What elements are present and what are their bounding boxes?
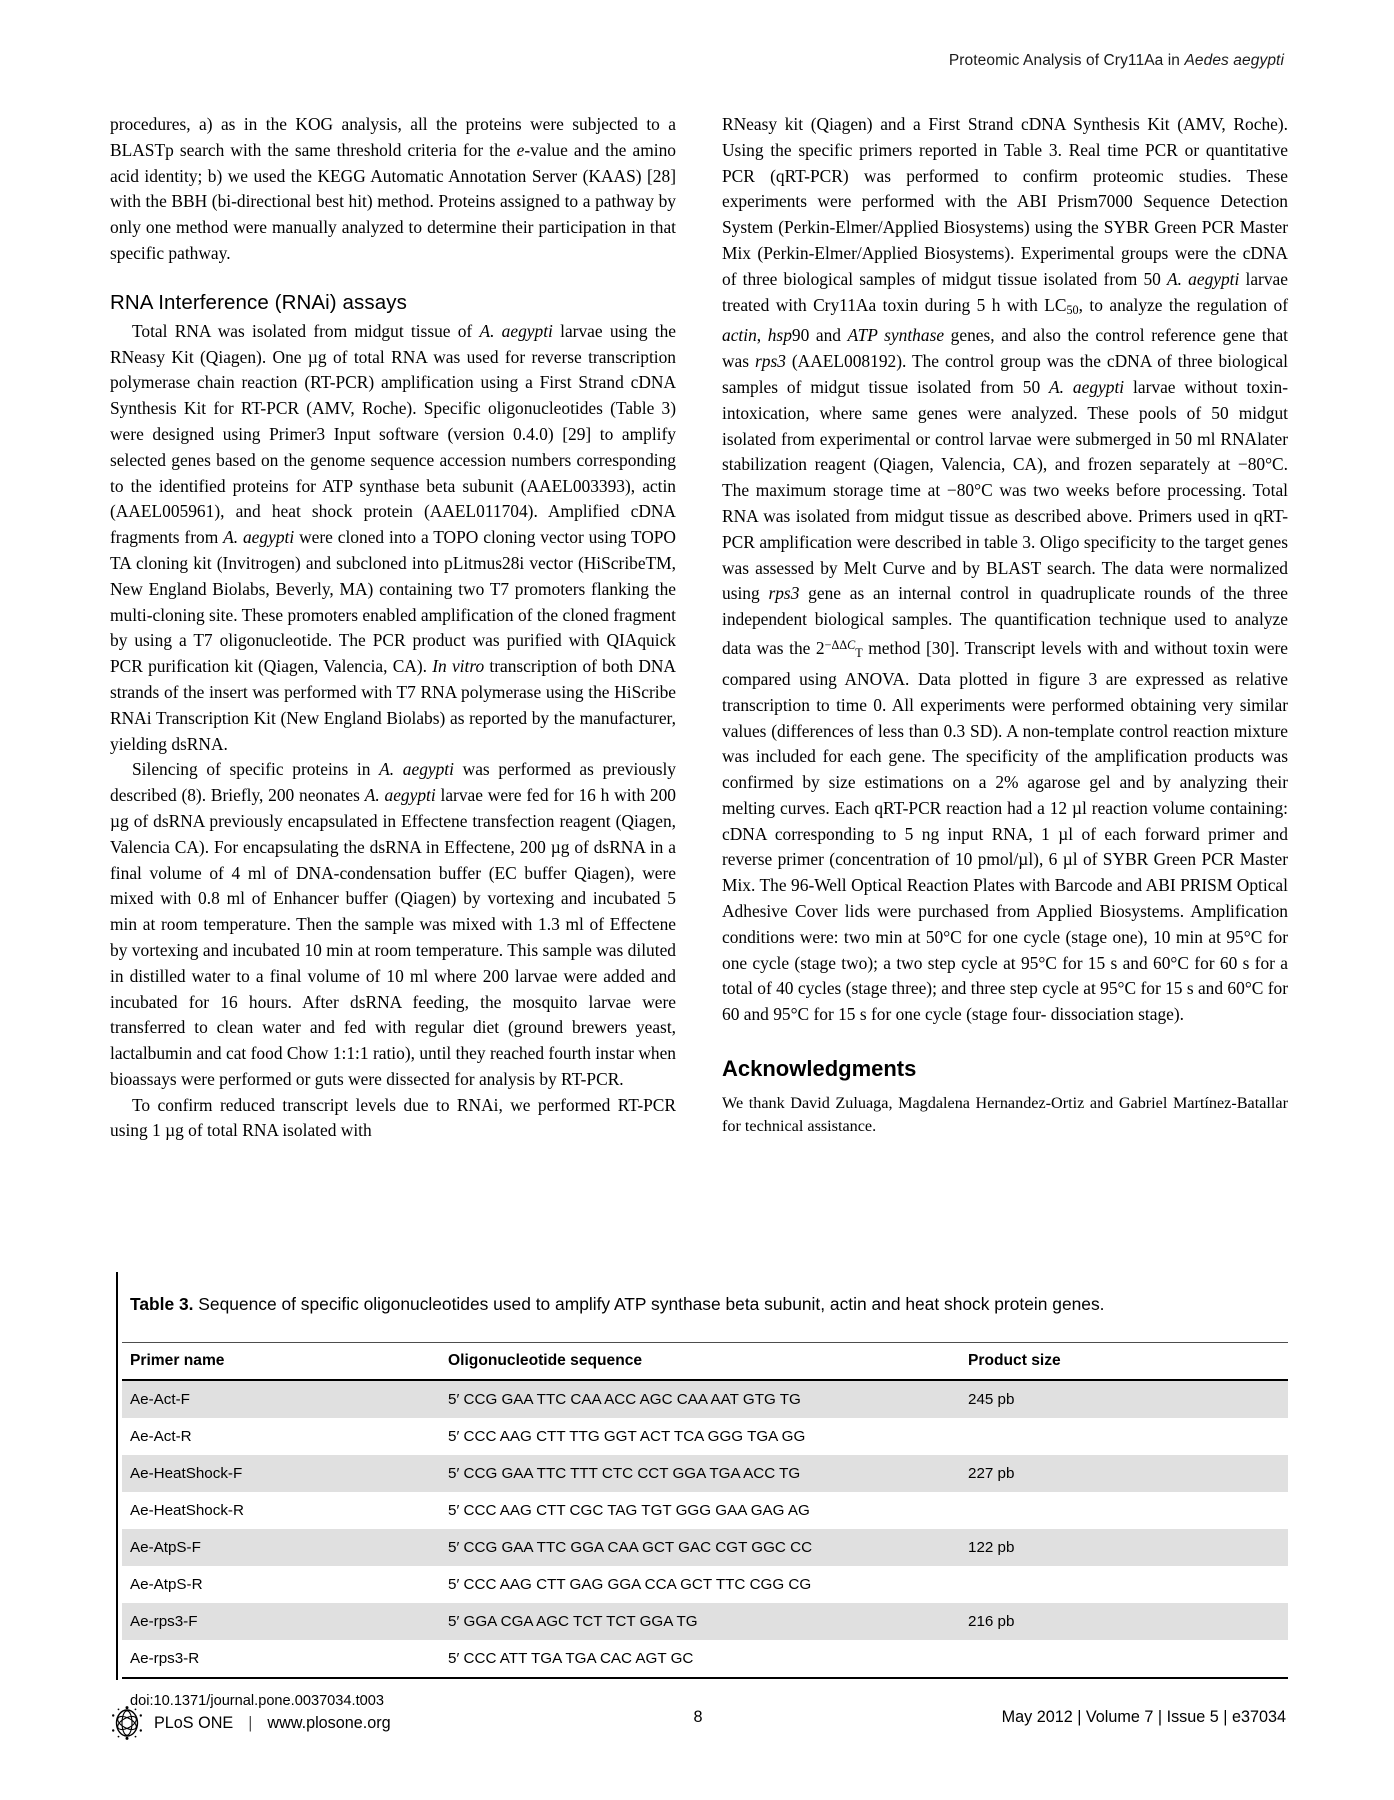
- table-caption-text: Sequence of specific oligonucleotides used to amplify ATP synthase beta subunit, actin and heat shock protein genes.: [193, 1294, 1105, 1314]
- primer-table: [122, 1342, 1288, 1679]
- product-size-cell: 122 pb: [960, 1529, 1288, 1566]
- product-size-cell: [960, 1492, 1288, 1529]
- sequence-cell: 5′ GGA CGA AGC TCT TCT GGA TG: [440, 1603, 960, 1640]
- section-heading-rnai: RNA Interference (RNAi) assays: [110, 290, 407, 314]
- sequence-cell: 5′ CCC AAG CTT GAG GGA CCA GCT TTC CGG CG: [448, 1576, 812, 1593]
- left-column: [110, 112, 676, 1172]
- primer-name-cell: Ae-rps3-R: [122, 1640, 440, 1678]
- acknowledgments-text: We thank David Zuluaga, Magdalena Hernandez-Ortiz and Gabriel Martínez-Batallar for technical assistance.: [722, 1094, 1288, 1136]
- footer-page-number: 8: [693, 1708, 703, 1726]
- running-header-species: Aedes aegypti: [1184, 52, 1284, 69]
- table-row: [122, 1380, 1288, 1418]
- table-row: [122, 1418, 1288, 1455]
- footer-journal-name: PLoS ONE: [154, 1713, 234, 1732]
- table-3-block: [122, 1272, 1288, 1709]
- table-body: [122, 1380, 1288, 1678]
- table-caption: [122, 1272, 1288, 1316]
- running-header: [949, 52, 1284, 70]
- primer-name-cell: Ae-AtpS-F: [122, 1529, 440, 1566]
- footer-separator: |: [248, 1713, 253, 1732]
- table-left-rule: [116, 1272, 118, 1680]
- primer-name-cell: Ae-rps3-F: [122, 1603, 440, 1640]
- column-header-oligonucleotide-sequence: Oligonucleotide sequence: [440, 1343, 960, 1381]
- product-size-cell: [960, 1640, 1288, 1678]
- product-size-cell: 216 pb: [960, 1603, 1288, 1640]
- paragraph: Total RNA was isolated from midgut tissue of A. aegypti larvae using the RNeasy Kit (Qiagen). One µg of total RNA was used for reverse transcription polymerase chain reaction (RT-PCR) amplification using a First Strand cDNA Synthesis Kit for RT-PCR (AMV, Roche). Specific oligonucleotides (Table 3) were designed using Primer3 Input software (version 0.4.0) [29] to amplify selected genes based on the genome sequence accession numbers corresponding to the identified proteins for ATP synthase beta subunit (AAEL003393), actin (AAEL005961), and heat shock protein (AAEL011704). Amplified cDNA fragments from A. aegypti were cloned into a TOPO cloning vector using TOPO TA cloning kit (Invitrogen) and subcloned into pLitmus28i vector (HiScribeTM, New England Biolabs, Beverly, MA) containing two T7 promoters flanking the multi-cloning site. These promoters enabled amplification of the cloned fragment by using a T7 oligonucleotide. The PCR product was purified with QIAquick PCR purification kit (Qiagen, Valencia, CA). In vitro transcription of both DNA strands of the insert was performed with T7 RNA polymerase using the HiScribe RNAi Transcription Kit (New England Biolabs) as reported by the manufacturer, yielding dsRNA.: [110, 320, 676, 754]
- table-row: [122, 1529, 1288, 1566]
- primer-name-cell: Ae-HeatShock-R: [130, 1502, 244, 1519]
- primer-name-cell: Ae-AtpS-R: [130, 1576, 203, 1593]
- column-header-product-size: Product size: [960, 1343, 1288, 1381]
- primer-name-cell: Ae-Act-F: [122, 1380, 440, 1418]
- table-row: [122, 1455, 1288, 1492]
- sequence-cell: 5′ CCC AAG CTT CGC TAG TGT GGG GAA GAG AG: [448, 1502, 810, 1519]
- sequence-cell: 5′ CCG GAA TTC CAA ACC AGC CAA AAT GTG TG: [440, 1380, 960, 1418]
- section-heading-acknowledgments: Acknowledgments: [722, 1056, 917, 1082]
- sequence-cell: 5′ CCC AAG CTT TTG GGT ACT TCA GGG TGA GG: [448, 1428, 806, 1445]
- paragraph: procedures, a) as in the KOG analysis, all the proteins were subjected to a BLASTp search with the same threshold criteria for the e-value and the amino acid identity; b) we used the KEGG Automatic Annotation Server (KAAS) [28] with the BBH (bi-directional best hit) method. Proteins assigned to a pathway by only one method were manually analyzed to determine their participation in that specific pathway.: [110, 114, 676, 263]
- table-doi: doi:10.1371/journal.pone.0037034.t003: [130, 1693, 384, 1709]
- table-row: [122, 1640, 1288, 1678]
- paragraph: To confirm reduced transcript levels due to RNAi, we performed RT-PCR using 1 µg of total RNA isolated with: [110, 1094, 676, 1141]
- footer-issue-info: May 2012 | Volume 7 | Issue 5 | e37034: [1001, 1708, 1286, 1726]
- right-column: [722, 112, 1288, 1172]
- table-row: [122, 1566, 1288, 1603]
- running-header-title: Proteomic Analysis of Cry11Aa in: [948, 52, 1185, 69]
- sequence-cell: 5′ CCG GAA TTC GGA CAA GCT GAC CGT GGC CC: [440, 1529, 960, 1566]
- product-size-cell: 245 pb: [960, 1380, 1288, 1418]
- sequence-cell: 5′ CCC ATT TGA TGA CAC AGT GC: [440, 1640, 960, 1678]
- product-size-cell: [960, 1418, 1288, 1455]
- paragraph: Silencing of specific proteins in A. aegypti was performed as previously described (8). Briefly, 200 neonates A. aegypti larvae were fed for 16 h with 200 µg of dsRNA previously encapsulated in Effectene transfection reagent (Qiagen, Valencia CA). For encapsulating the dsRNA in Effectene, 200 µg of dsRNA in a final volume of 4 ml of DNA-condensation buffer (EC buffer Qiagen), were mixed with 0.8 ml of Enhancer buffer (Qiagen) by vortexing and incubated 5 min at room temperature. Then the sample was mixed with 1.3 ml of Effectene by vortexing and incubated 10 min at room temperature. This sample was diluted in distilled water to a final volume of 10 ml where 200 larvae were added and incubated for 16 hours. After dsRNA feeding, the mosquito larvae were transferred to clean water and fed with regular diet (ground brewers yeast, lactalbumin and cat food Chow 1:1:1 ratio), until they reached fourth instar when bioassays were performed or guts were dissected for analysis by RT-PCR.: [110, 759, 677, 1089]
- article-body: [110, 112, 1288, 1172]
- primer-name-cell: Ae-HeatShock-F: [122, 1455, 440, 1492]
- product-size-cell: [960, 1566, 1288, 1603]
- table-row: [122, 1492, 1288, 1529]
- sequence-cell: 5′ CCG GAA TTC TTT CTC CCT GGA TGA ACC TG: [440, 1455, 960, 1492]
- primer-name-cell: Ae-Act-R: [130, 1428, 192, 1445]
- column-header-primer-name: Primer name: [122, 1343, 440, 1381]
- table-caption-label: Table 3.: [130, 1294, 194, 1314]
- footer-website[interactable]: www.plosone.org: [267, 1713, 391, 1732]
- page-footer: [110, 1706, 1286, 1746]
- table-row: [122, 1603, 1288, 1640]
- paragraph: RNeasy kit (Qiagen) and a First Strand cDNA Synthesis Kit (AMV, Roche). Using the specific primers reported in Table 3. Real time PCR or quantitative PCR (qRT-PCR) was performed to confirm proteomic studies. These experiments were performed with the ABI Prism7000 Sequence Detection System (Perkin-Elmer/Applied Biosystems) using the SYBR Green PCR Master Mix (Perkin-Elmer/Applied Biosystems). Experimental groups were the cDNA of three biological samples of midgut tissue isolated from 50 A. aegypti larvae treated with Cry11Aa toxin during 5 h with $LC_{50}$, to analyze the regulation of actin, hsp90 and ATP synthase genes, and also the control reference gene that was rps3 (AAEL008192). The control group was the cDNA of three biological samples of midgut tissue isolated from 50 A. aegypti larvae without toxin-intoxication, where same genes were analyzed. These pools of 50 midgut isolated from experimental or control larvae were submerged in 50 ml RNAlater stabilization reagent (Qiagen, Valencia, CA), and frozen separately at −80°C. The maximum storage time at −80°C was two weeks before processing. Total RNA was isolated from midgut tissue as described above. Primers used in qRT-PCR amplification were described in table 3. Oligo specificity to the target genes was assessed by Melt Curve and by BLAST search. The data were normalized using rps3 gene as an internal control in quadruplicate rounds of the three independent biological samples. The quantification technique used to analyze data was the $2^{-\Delta\Delta C}_T$ method [30]. Transcript levels with and without toxin were compared using ANOVA. Data plotted in figure 3 are expressed as relative transcription to time 0. All experiments were performed obtaining very similar values (differences of less than 0.3 SD). A non-template control reaction mixture was included for each gene. The specificity of the amplification products was confirmed by size estimations on a 2% agarose gel and by analyzing their melting curves. Each qRT-PCR reaction had a 12 µl reaction volume containing: cDNA corresponding to 5 ng input RNA, 1 µl of each forward primer and reverse primer (concentration of 10 pmol/µl), 6 µl of SYBR Green PCR Master Mix. The 96-Well Optical Reaction Plates with Barcode and ABI PRISM Optical Adhesive Cover lids were purchased from Applied Biosystems. Amplification conditions were: two min at 50°C for one cycle (stage one), 10 min at 95°C for one cycle (stage two); a two step cycle at 95°C for 15 s and 60°C for 60 s for a total of 40 cycles (stage three); and three step cycle at 95°C for 15 s and 60°C for 60 and 95°C for 15 s for one cycle (stage four- dissociation stage).: [722, 114, 1289, 1025]
- table-header-row: [122, 1343, 1288, 1381]
- product-size-cell: 227 pb: [960, 1455, 1288, 1492]
